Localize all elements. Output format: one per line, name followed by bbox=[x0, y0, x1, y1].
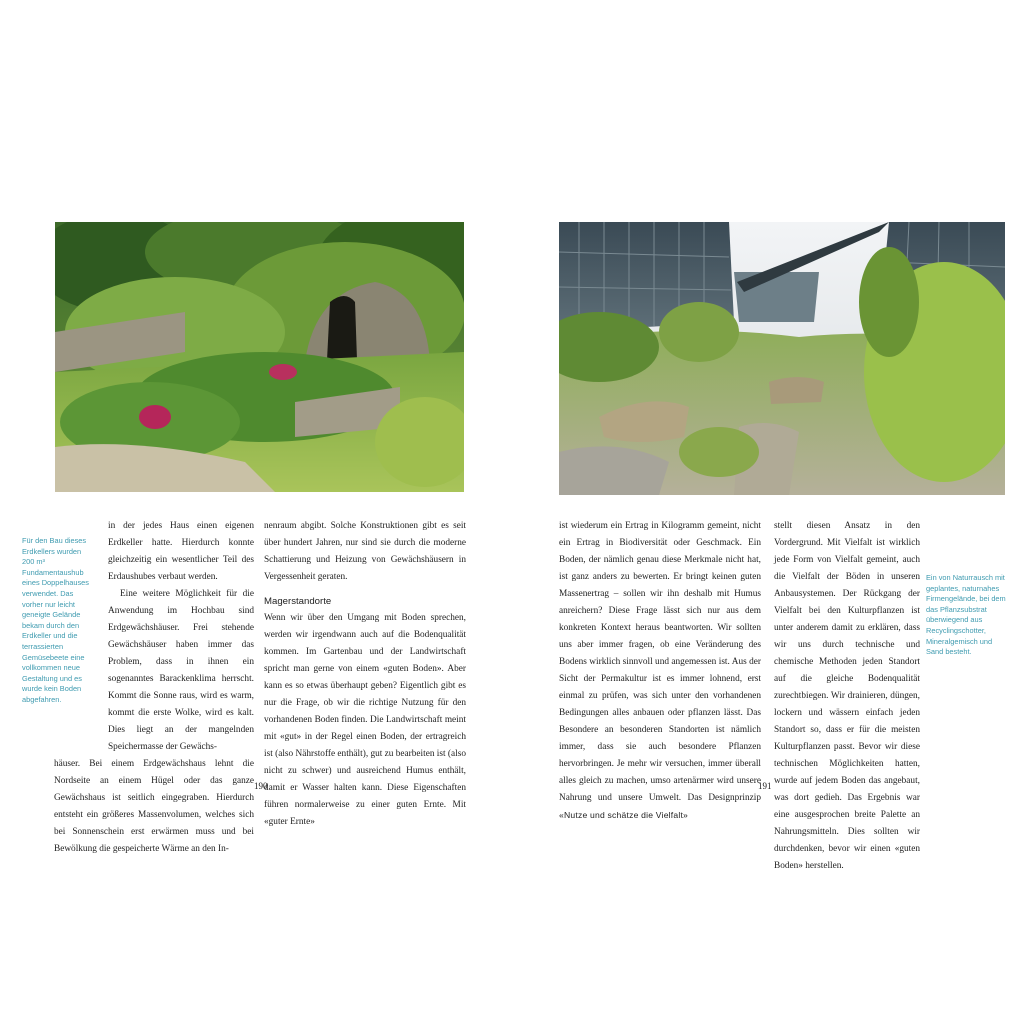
right-page bbox=[512, 0, 1024, 1024]
photo-caption-left: Für den Bau dieses Erdkellers wurden 200 m³ Fundamentaushub eines Doppelhauses verwendet. Das vorher nur leicht geneigte Gelände bekam durch den Erdkeller und die terrassierten Gemüsebeete eine vollkommen neue Gestaltung und es wurde kein Boden abgefahren. bbox=[22, 536, 89, 704]
section-heading: Magerstandorte bbox=[264, 596, 332, 607]
paragraph: nenraum abgibt. Solche Konstruktionen gibt es seit über hundert Jahren, nur sind sie durch die moderne Schattierung und Heizung von Gewächshäusern in Vergessenheit geraten. bbox=[264, 521, 466, 582]
photo-caption-right: Ein von Naturrausch mit geplantes, naturnahes Firmengelände, bei dem das Pflanzsubstrat überwiegend aus Recyclingschotter, Mineralgemisch und Sand besteht. bbox=[926, 573, 1006, 657]
right-text-column-1 bbox=[559, 518, 761, 825]
paragraph-text: ist wiederum ein Ertrag in Kilogramm gemeint, nicht ein Ertrag in Biodiversität oder Geschmack. Ein Boden, der nämlich genau diese Merkmale nicht hat, ist ganz anders zu bewerten. Er bringt keinen guten Massenertrag – sollen wir ihn deshalb mit Humus anreichern? Diese Frage lässt sich nur aus dem konkreten Kontext heraus beantworten. Wir sollten uns aber immer fragen, ob eine Veränderung des Bodens wirklich sinnvoll und angemessen ist. Aus der Sicht der Permakultur ist es immer lohnend, erst einmal zu prüfen, was sich unter den vorhandenen Bedingungen alles anbauen oder pflanzen lässt. Das Besondere an besonderen Standorten ist nämlich immer, dass sie auch besondere Pflanzen hervorbringen. Je mehr wir versuchen, immer überall alles gleich zu machen, umso artenärmer wird unsere Nahrung und unsere Umwelt. Das Designprinzip bbox=[559, 521, 761, 803]
page-number-right: 191 bbox=[758, 781, 772, 791]
right-text-column-2 bbox=[774, 518, 920, 875]
earth-cellar-illustration bbox=[55, 222, 464, 492]
paragraph: häuser. Bei einem Erdgewächshaus lehnt die Nordseite an einem Hügel oder das ganze Gewächshaus ist seitlich eingegraben. Hierdurch entsteht ein größeres Massenvolumen, welches sich bei Sonnenschein erst erwärmen muss und bei Bewölkung die gespeicherte Wärme an den In- bbox=[54, 759, 254, 854]
page-number-left: 190 bbox=[254, 781, 268, 791]
paragraph: Wenn wir über den Umgang mit Boden sprechen, werden wir irgendwann auch auf die Bodenqualität kommen. Im Gartenbau und der Landwirtschaft spricht man gerne von einem «guten Boden». Aber kann es so etwas überhaupt geben? Eigentlich gibt es nur die Frage, ob wir die richtige Nutzung für den vorhandenen Boden finden. Die Landwirtschaft meint mit «gut» in der Regel einen Boden, der ertragreich ist (also Nährstoffe enthält), gut zu bearbeiten ist (also nicht zu schwer) und ausreichend Humus enthält, damit er Wasser halten kann. Diese Eigenschaften führen normalerweise zu einer guten Ernte. Mit «guter Ernte» bbox=[264, 613, 466, 827]
left-text-column-2 bbox=[264, 518, 466, 831]
paragraph: stellt diesen Ansatz in den Vordergrund. Mit Vielfalt ist wirklich jede Form von Vielfalt gemeint, auch die Vielfalt der Böden in unseren Anbausystemen. Der Rückgang der Vielfalt bei den Kulturpflanzen ist unter anderem damit zu erklären, dass wir uns durch technische und chemische Methoden jeden Standort auf die gleiche Bodenqualität zurechtbiegen. Wir drainieren, düngen, lockern und wässern einfach jeden Standort so, dass er für die meisten Kulturpflanzen passt. Bevor wir diese technischen Möglichkeiten hatten, wurde auf jedem Boden das angebaut, was dort gedieh. Das Ergebnis war eine ausgesprochen breite Palette an Nahrungsmitteln. Dies sollten wir durchdenken, bevor wir einen «guten Boden» herstellen. bbox=[774, 521, 920, 871]
paragraph: in der jedes Haus einen eigenen Erdkeller hatte. Hierdurch konnte gleichzeitig ein wesentlicher Teil des Erdaushubes verbaut werden. bbox=[108, 521, 254, 582]
paragraph: Eine weitere Möglichkeit für die Anwendung im Hochbau sind Erdgewächshäuser. Frei stehende Gewächshäuser haben immer das Problem, dass in ihnen ein sogenanntes Barackenklima herrscht. Kommt die Sonne raus, wird es warm, kommt die erste Wolke, wird es kalt. Dies liegt an der mangelnden Speichermasse der Gewächs- bbox=[108, 589, 254, 752]
earth-cellar-photo bbox=[55, 222, 464, 492]
company-grounds-illustration bbox=[559, 222, 1005, 495]
company-grounds-photo bbox=[559, 222, 1005, 495]
paragraph bbox=[559, 518, 761, 825]
design-principle: «Nutze und schätze die Vielfalt» bbox=[559, 810, 689, 820]
